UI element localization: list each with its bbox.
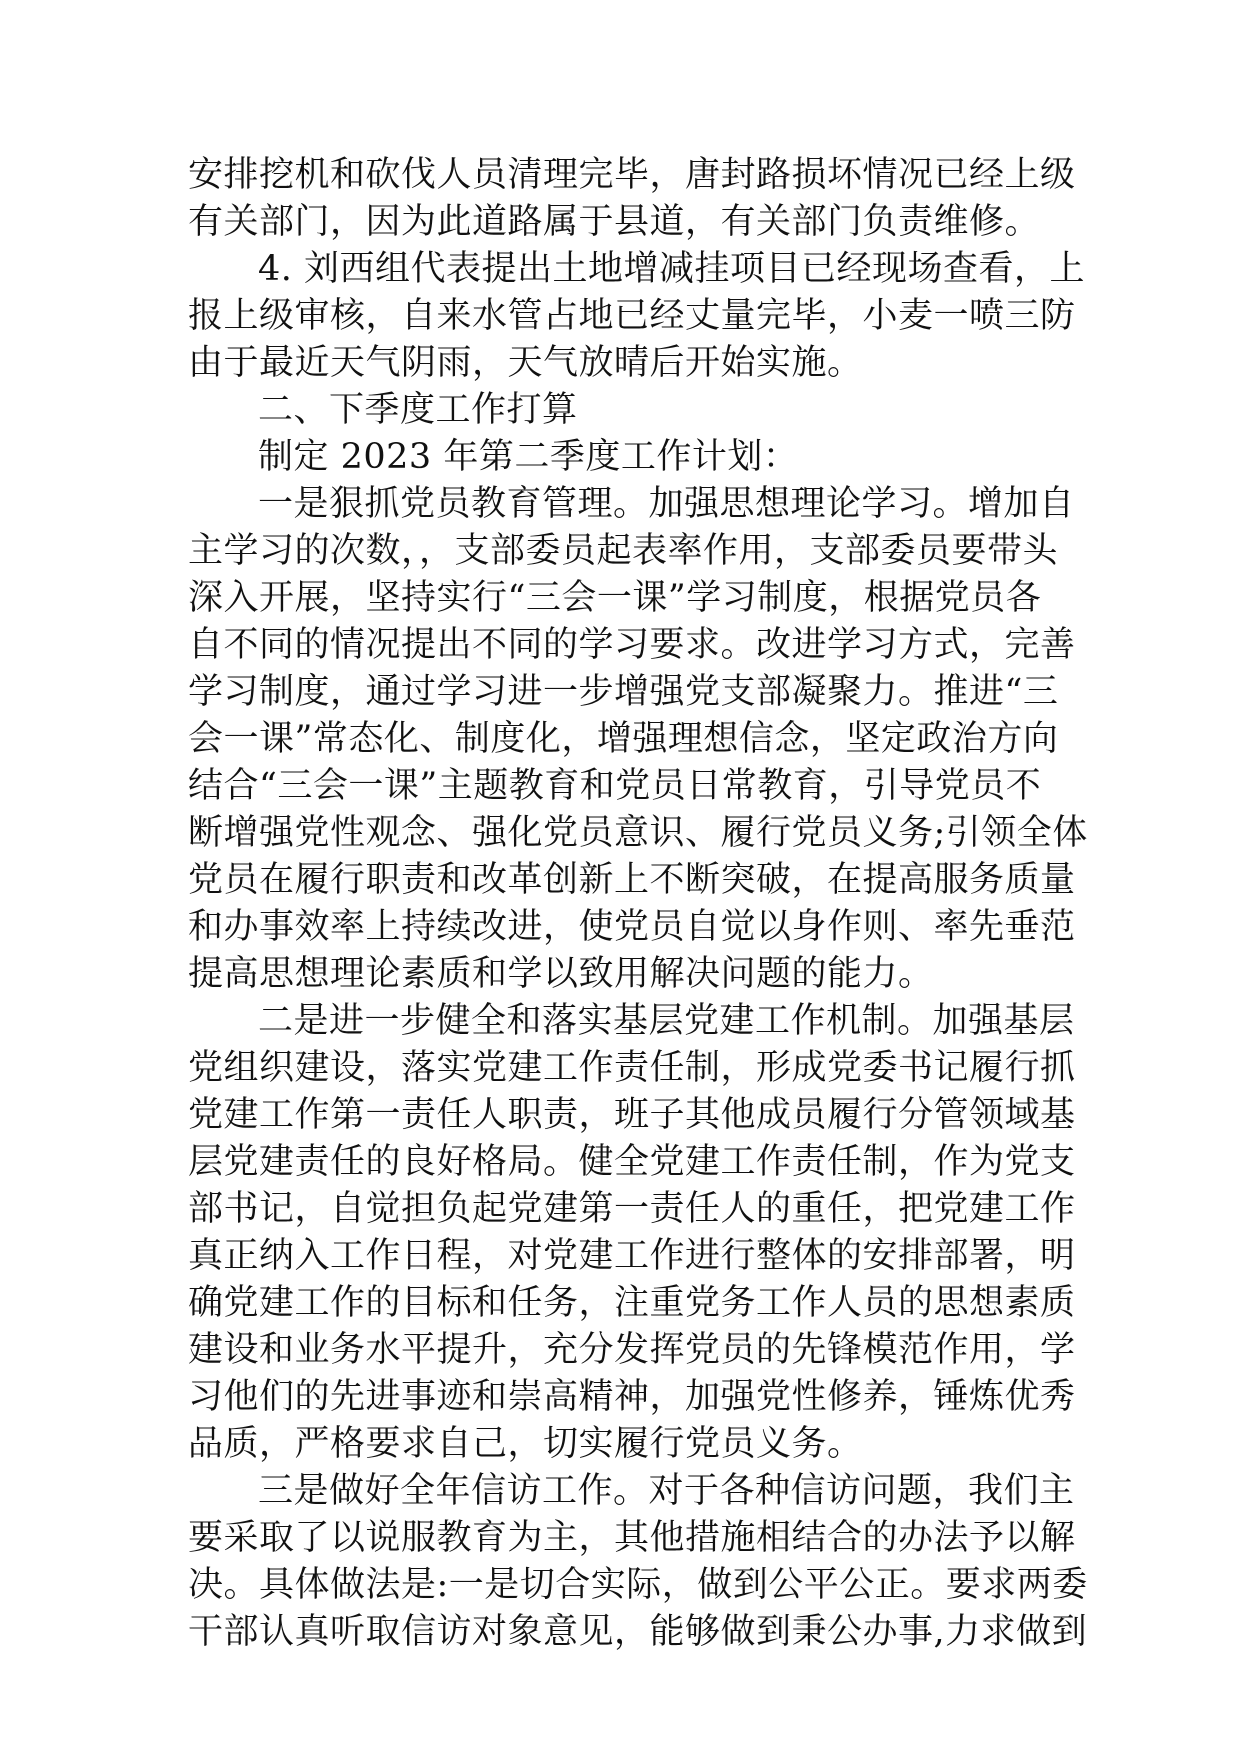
text-line: 三是做好全年信访工作。对于各种信访问题，我们主	[258, 1471, 1075, 1511]
text-line: 一是狠抓党员教育管理。加强思想理论学习。增加自	[258, 484, 1075, 524]
text-line: 干部认真听取信访对象意见，能够做到秉公办事,力求做到	[188, 1612, 1088, 1652]
paragraph-road-repair	[188, 152, 1076, 246]
paragraph-plan-3	[188, 1468, 1088, 1656]
section-heading-2	[188, 387, 1064, 434]
paragraph-plan-intro	[188, 434, 1064, 481]
text-line: 4. 刘西组代表提出土地增减挂项目已经现场查看，上	[258, 249, 1086, 289]
text-line: 层党建责任的良好格局。健全党建工作责任制，作为党支	[188, 1142, 1076, 1182]
text-line: 品质，严格要求自己，切实履行党员义务。	[188, 1424, 863, 1464]
text-line: 制定 2023 年第二季度工作计划：	[258, 437, 799, 477]
text-line: 二是进一步健全和落实基层党建工作机制。加强基层	[258, 1001, 1075, 1041]
text-line: 结合“三会一课”主题教育和党员日常教育，引导党员不	[188, 766, 1042, 806]
text-line: 党组织建设，落实党建工作责任制，形成党委书记履行抓	[188, 1048, 1076, 1088]
text-line: 决。具体做法是:一是切合实际，做到公平公正。要求两委	[188, 1565, 1088, 1605]
text-line: 确党建工作的目标和任务，注重党务工作人员的思想素质	[188, 1283, 1076, 1323]
text-line: 报上级审核，自来水管占地已经丈量完毕，小麦一喷三防	[188, 296, 1076, 336]
text-line: 由于最近天气阴雨，天气放晴后开始实施。	[188, 343, 863, 383]
document-body	[188, 152, 1088, 1656]
text-line: 有关部门，因为此道路属于县道，有关部门负责维修。	[188, 202, 1041, 242]
paragraph-plan-1	[188, 481, 1088, 998]
text-line: 二、下季度工作打算	[258, 390, 578, 430]
text-line: 断增强党性观念、强化党员意识、履行党员义务;引领全体	[188, 813, 1088, 853]
text-line: 党员在履行职责和改革创新上不断突破，在提高服务质量	[188, 860, 1076, 900]
text-line: 建设和业务水平提升，充分发挥党员的先锋模范作用，学	[188, 1330, 1076, 1370]
text-line: 主学习的次数，，支部委员起表率作用，支部委员要带头	[188, 531, 1059, 571]
text-line: 党建工作第一责任人职责，班子其他成员履行分管领域基	[188, 1095, 1076, 1135]
paragraph-item-4	[188, 246, 1086, 387]
paragraph-plan-2	[188, 998, 1076, 1468]
text-line: 安排挖机和砍伐人员清理完毕，唐封路损坏情况已经上级	[188, 155, 1076, 195]
text-line: 学习制度，通过学习进一步增强党支部凝聚力。推进“三	[188, 672, 1059, 712]
text-line: 部书记，自觉担负起党建第一责任人的重任，把党建工作	[188, 1189, 1076, 1229]
text-line: 要采取了以说服教育为主，其他措施相结合的办法予以解	[188, 1518, 1076, 1558]
text-line: 真正纳入工作日程，对党建工作进行整体的安排部署，明	[188, 1236, 1076, 1276]
text-line: 习他们的先进事迹和崇高精神，加强党性修养，锤炼优秀	[188, 1377, 1076, 1417]
text-line: 和办事效率上持续改进，使党员自觉以身作则、率先垂范	[188, 907, 1076, 947]
text-line: 提高思想理论素质和学以致用解决问题的能力。	[188, 954, 934, 994]
text-line: 自不同的情况提出不同的学习要求。改进学习方式，完善	[188, 625, 1076, 665]
text-line: 会一课”常态化、制度化，增强理想信念，坚定政治方向	[188, 719, 1059, 759]
text-line: 深入开展，坚持实行“三会一课”学习制度，根据党员各	[188, 578, 1042, 618]
